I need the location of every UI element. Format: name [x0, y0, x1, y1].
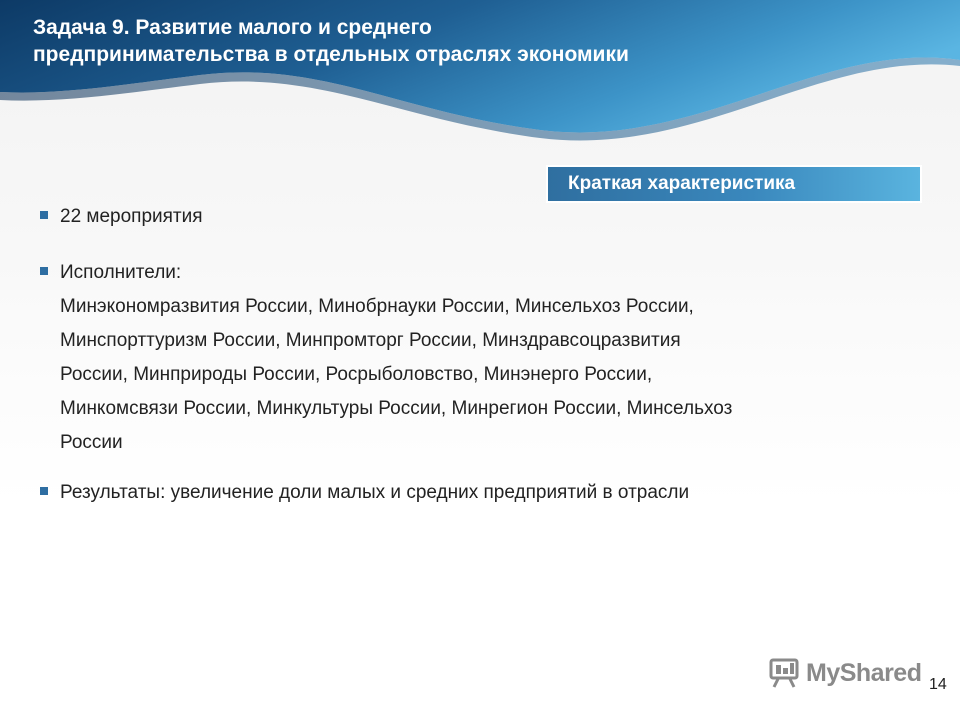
bullet-item-events [36, 200, 916, 234]
title-line-2: предпринимательства в отдельных отраслях экономики [33, 43, 629, 66]
square-bullet-icon [40, 211, 48, 219]
bullet-text [60, 476, 916, 510]
bullet-line: Минкомсвязи России, Минкультуры России, Минрегион России, Минсельхоз [60, 398, 733, 419]
title-line-1: Задача 9. Развитие малого и среднего [33, 16, 432, 39]
bullet-item-results [36, 476, 916, 510]
bullet-line: 22 мероприятия [60, 206, 203, 227]
bullet-line: Минспорттуризм России, Минпромторг России, Минздравсоцразвития [60, 330, 681, 351]
bullet-text [60, 200, 916, 234]
square-bullet-icon [40, 267, 48, 275]
page-number: 14 [929, 676, 947, 693]
bullet-item-executors [36, 256, 916, 460]
bullet-line: России, Минприроды России, Росрыболовство, Минэнерго России, [60, 364, 653, 385]
bullet-line: Результаты: увеличение доли малых и средних предприятий в отрасли [60, 482, 690, 503]
bullet-line: Минэкономразвития России, Минобрнауки России, Минсельхоз России, [60, 296, 694, 317]
bullet-text [60, 256, 916, 460]
bullet-line: Исполнители: [60, 262, 182, 283]
bullet-line: России [60, 432, 123, 453]
watermark-text: MyShared [806, 658, 922, 687]
section-label: Краткая характеристика [546, 165, 922, 203]
slide-title [33, 14, 629, 68]
watermark-logo [768, 658, 921, 688]
presentation-board-icon [768, 658, 800, 688]
square-bullet-icon [40, 487, 48, 495]
